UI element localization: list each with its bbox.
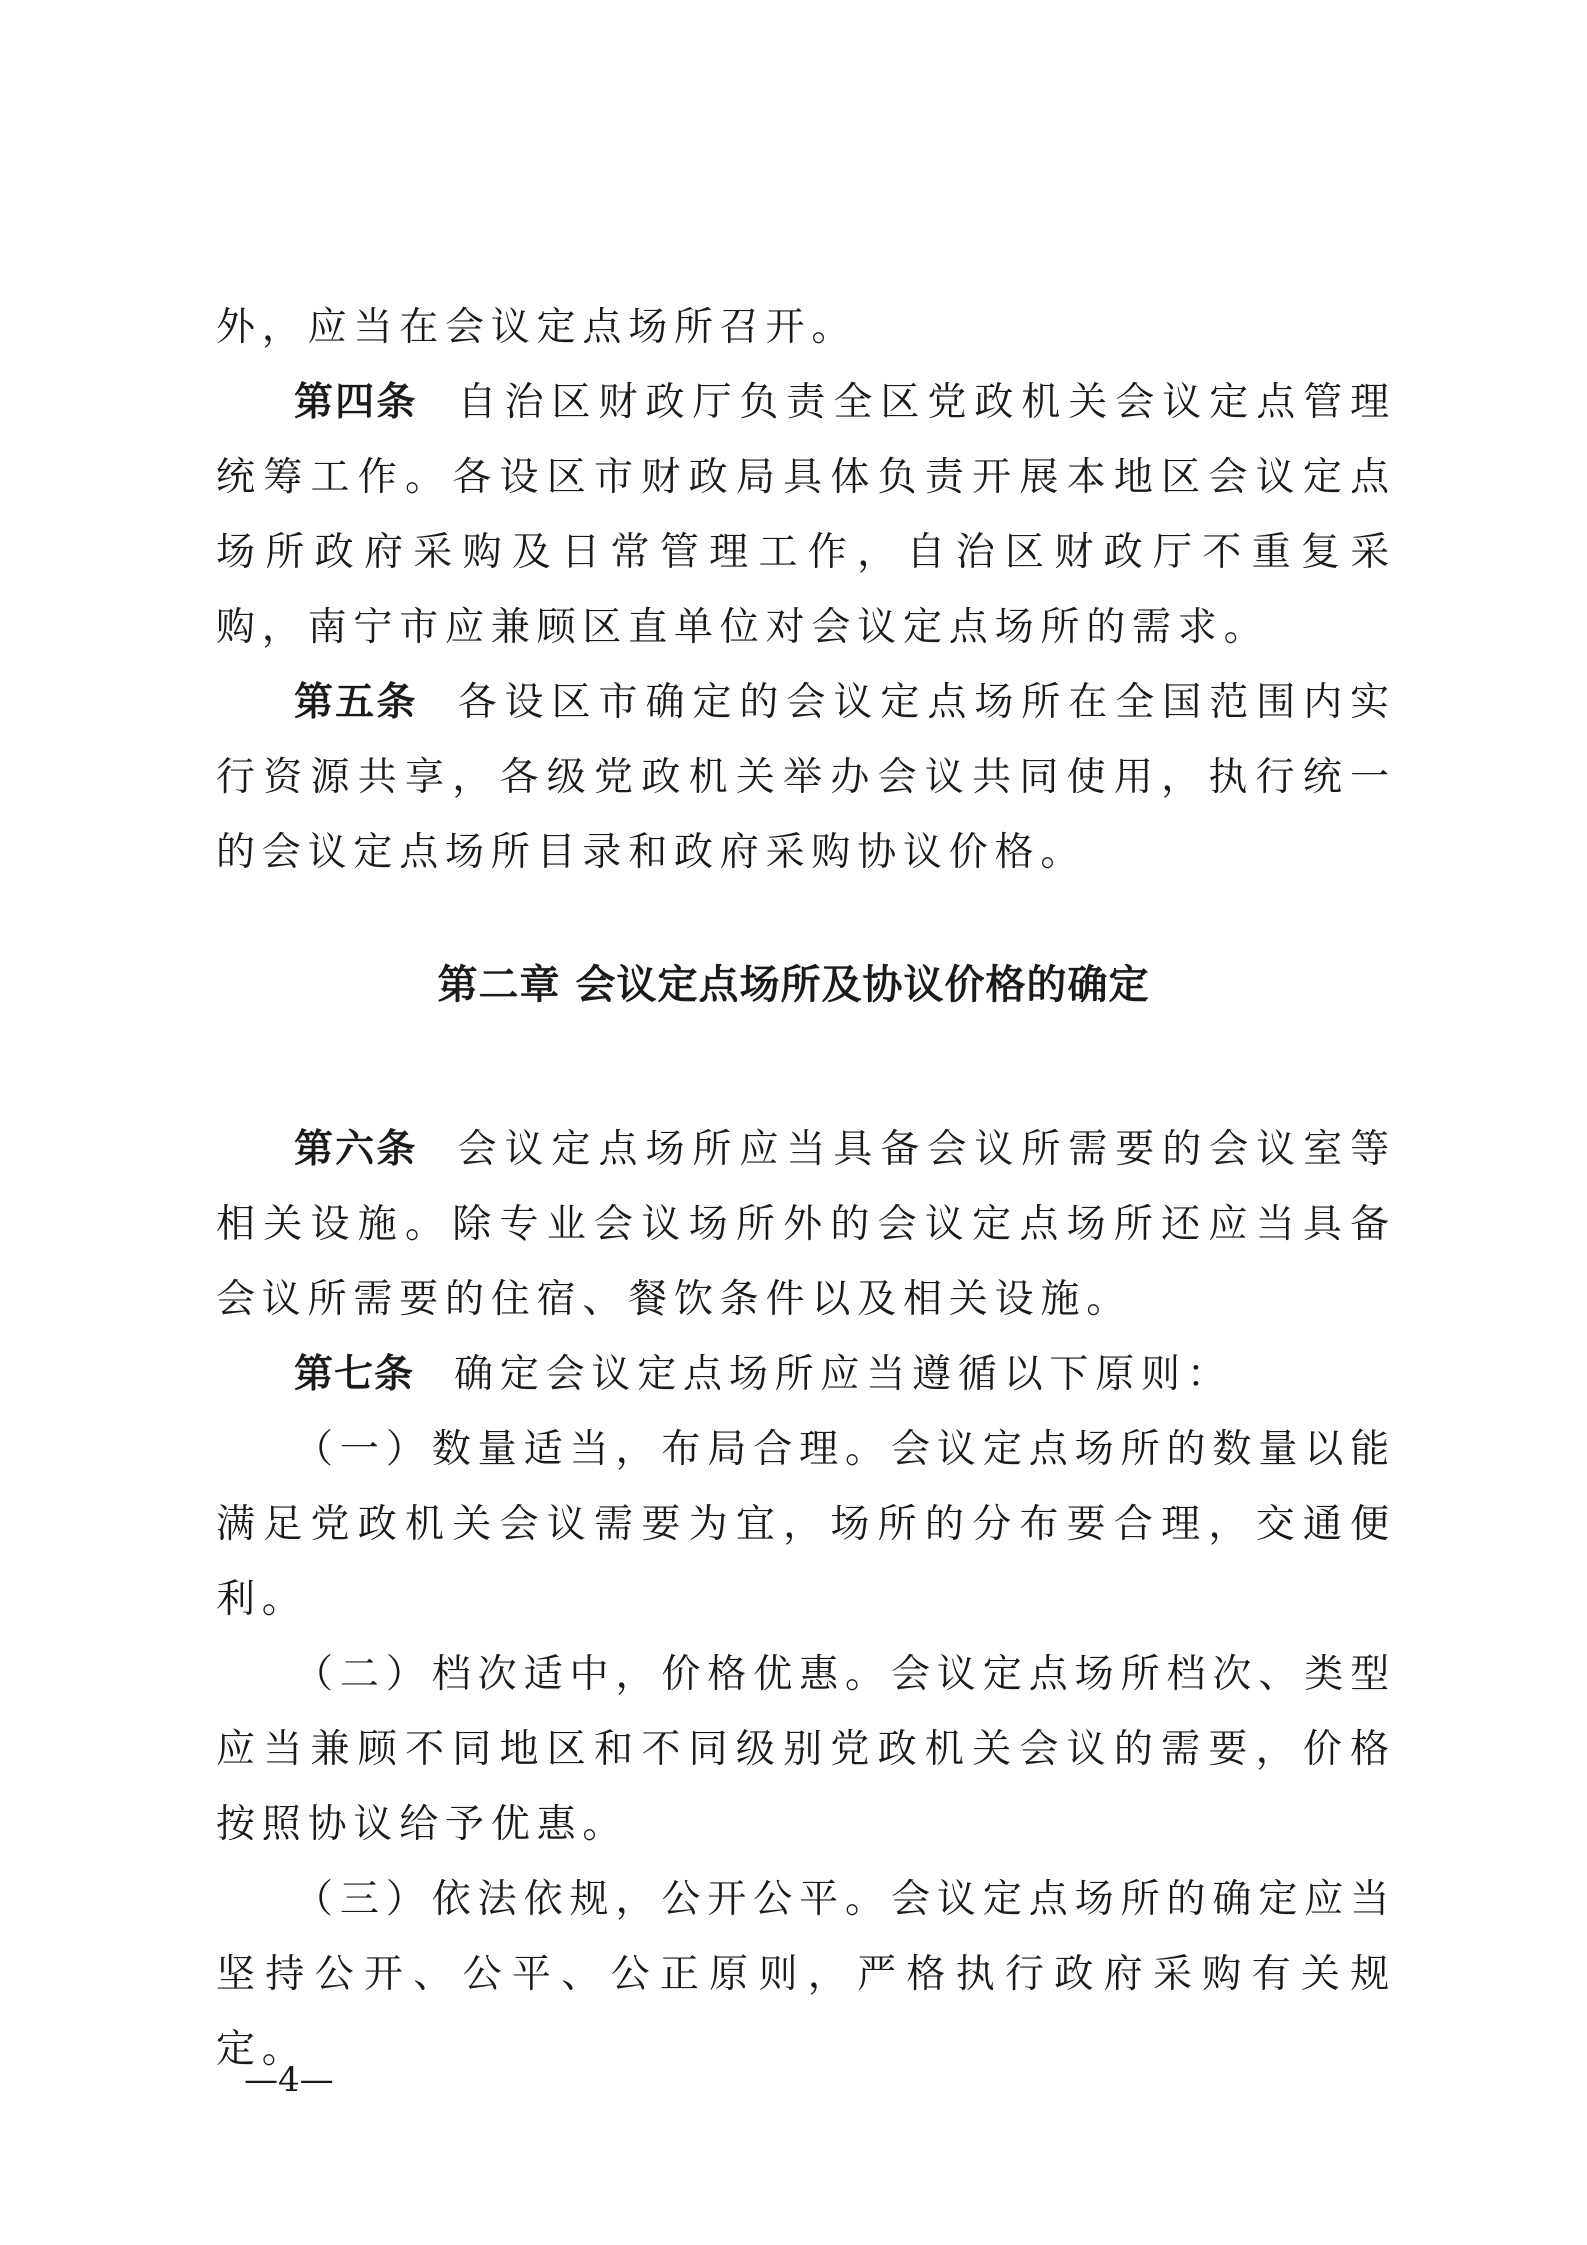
list-item: （二）档次适中，价格优惠。会议定点场所档次、类型应当兼顾不同地区和不同级别党政机关会议的需要，价格按照协议给予优惠。 [216,1652,1396,1847]
article-6-title: 第六条 [294,1127,418,1172]
article-7-body: 确定会议定点场所应当遵循以下原则： [454,1352,1233,1397]
article-4-title: 第四条 [294,380,418,425]
continuation-paragraph [216,290,1396,365]
article-5-body: 各设区市确定的会议定点场所在全国范围内实行资源共享，各级党政机关举办会议共同使用，执行统一的会议定点场所目录和政府采购协议价格。 [216,680,1396,875]
article-6 [216,1112,1396,1337]
article-5-title: 第五条 [294,680,418,725]
chapter-title: 第二章 会议定点场所及协议价格的确定 [437,962,1150,1008]
article-7-title: 第七条 [294,1352,415,1397]
article-7 [216,1337,1396,1412]
article-5 [216,665,1396,890]
article-6-body: 会议定点场所应当具备会议所需要的会议室等相关设施。除专业会议场所外的会议定点场所还应当具备会议所需要的住宿、餐饮条件以及相关设施。 [216,1127,1396,1322]
continuation-text: 外，应当在会议定点场所召开。 [216,305,858,350]
article-4 [216,365,1396,665]
page-number: —4— [244,2060,334,2100]
article-4-body: 自治区财政厅负责全区党政机关会议定点管理统筹工作。各设区市财政局具体负责开展本地区会议定点场所政府采购及日常管理工作，自治区财政厅不重复采购，南宁市应兼顾区直单位对会议定点场所的需求。 [216,380,1396,650]
list-item: （三）依法依规，公开公平。会议定点场所的确定应当坚持公开、公平、公正原则，严格执行政府采购有关规定。 [216,1877,1396,2072]
section-articles-6-7 [216,1112,1396,2087]
list-item: （一）数量适当，布局合理。会议定点场所的数量以能满足党政机关会议需要为宜，场所的分布要合理，交通便利。 [216,1427,1396,1622]
section-articles-4-5 [216,290,1396,890]
